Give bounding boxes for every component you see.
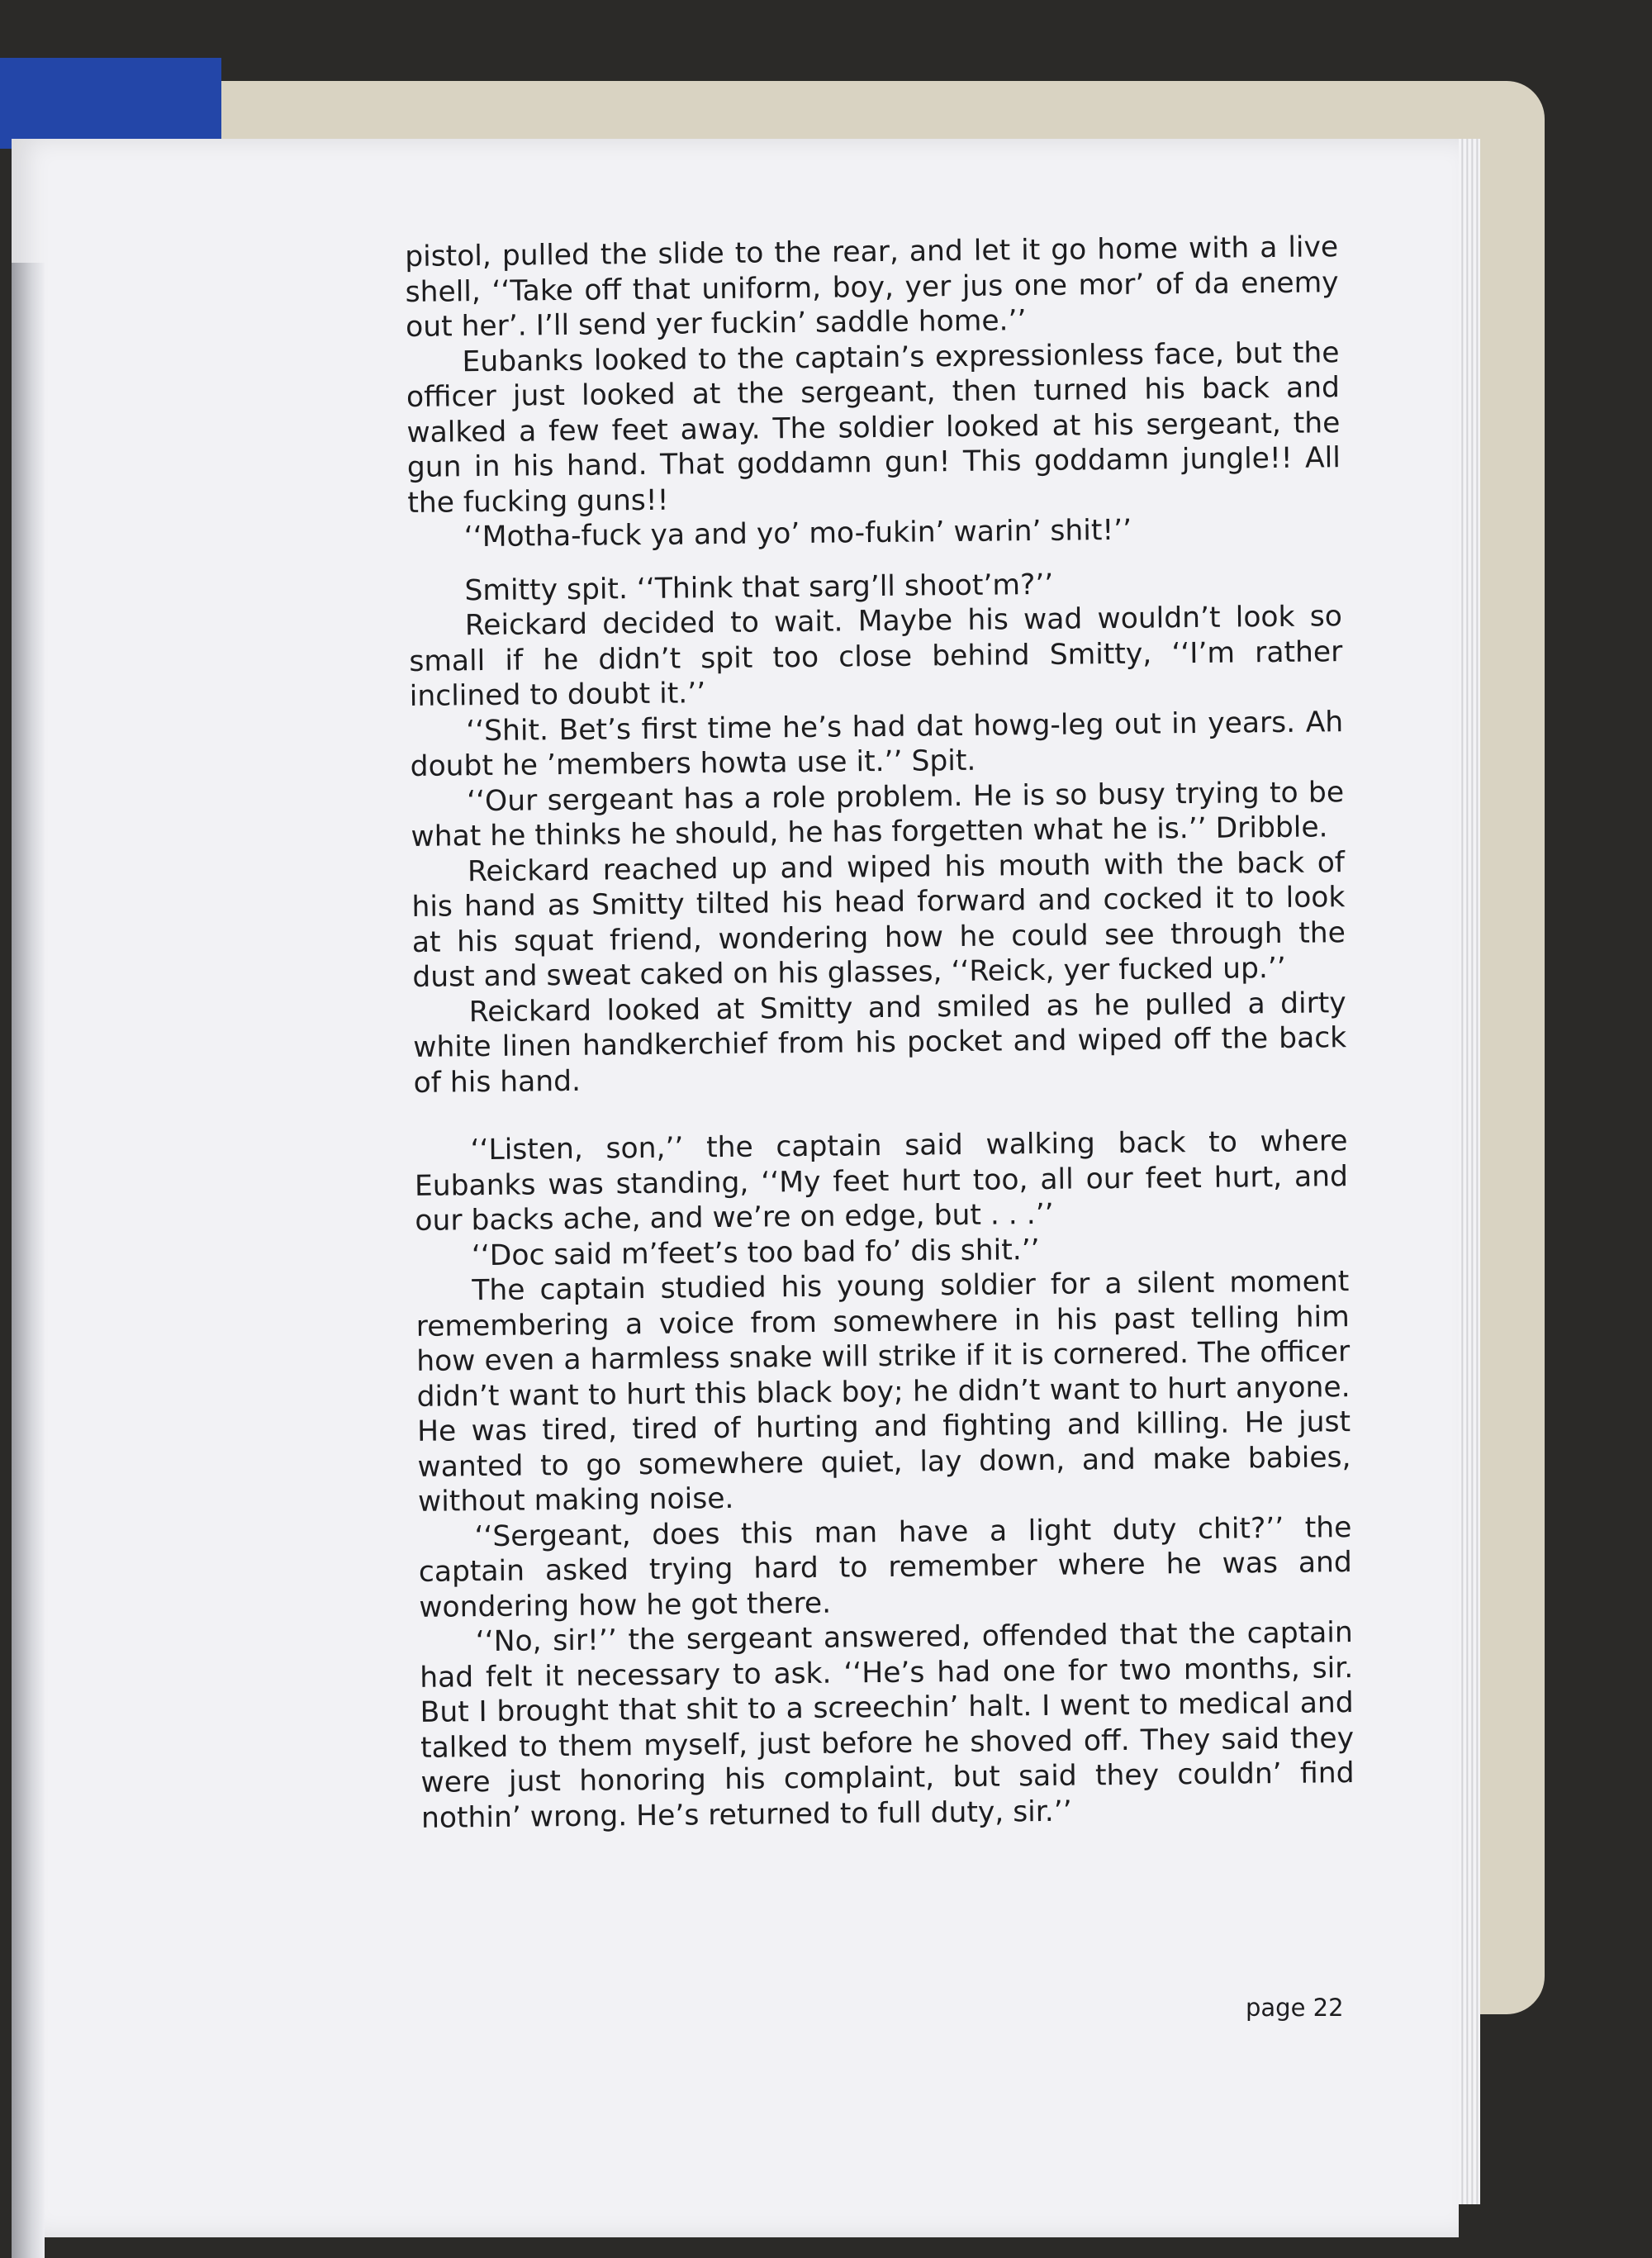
page-number: page 22: [1246, 1994, 1344, 2022]
paragraph: Reickard decided to wait. Maybe his wad wouldn’t look so small if he didn’t spit too close behind Smitty, ‘‘I’m rather inclined to doubt it.’’: [409, 600, 1343, 713]
paragraph: The captain studied his young soldier for a silent moment remembering a voice from somewhere in his past telling him how even a harmless snake will strike if it is cornered. The officer didn’t want to hurt this black boy; he didn’t want to hurt anyone. He was tired, tired of hurting and fighting and killing. He just wanted to go somewhere quiet, lay down, and make babies, without making noise.: [415, 1265, 1351, 1519]
paragraph: Smitty spit. ‘‘Think that sarg’ll shoot’m?’’: [464, 568, 1054, 607]
paragraph: Reickard looked at Smitty and smiled as he pulled a dirty white linen handkerchief from his pocket and wiped off the back of his hand.: [413, 986, 1347, 1100]
paragraph: Reickard reached up and wiped his mouth with the back of his hand as Smitty tilted his head forward and cocked it to look at his squat friend, wondering how he could see through the dust and sweat caked on his glasses, ‘‘Reick, yer fucked up.’’: [411, 845, 1346, 994]
paragraph: ‘‘Doc said m’feet’s too bad fo’ dis shit.’’: [471, 1233, 1040, 1272]
paragraph: ‘‘Shit. Bet’s first time he’s had dat howg-leg out in years. Ah doubt he ’members howta use it.’’ Spit.: [410, 705, 1344, 783]
paragraph: pistol, pulled the slide to the rear, and let it go home with a live shell, ‘‘Take off that uniform, boy, yer jus one mor’ of da enemy out her’. I’ll send yer fuckin’ saddle home.’’: [405, 231, 1339, 344]
paragraph: ‘‘Our sergeant has a role problem. He is so busy trying to be what he thinks he should, he has forgetten what he is.’’ Dribble.: [411, 775, 1345, 853]
paragraph: ‘‘Motha-fuck ya and yo’ mo-fukin’ warin’ shit!’’: [463, 513, 1132, 554]
page-text: [405, 230, 1356, 1999]
paragraph: ‘‘Sergeant, does this man have a light duty chit?’’ the captain asked trying hard to remember where he was and wondering how he got there.: [418, 1510, 1353, 1624]
spine-shadow: [12, 263, 45, 2258]
paragraph: Eubanks looked to the captain’s expressionless face, but the officer just looked at the sergeant, then turned his back and walked a few feet away. The soldier looked at his sergeant, the gun in his hand. That goddamn gun! This goddamn jungle!! All the fucking guns!!: [406, 335, 1341, 520]
paragraph: ‘‘Listen, son,’’ the captain said walking back to where Eubanks was standing, ‘‘My feet hurt too, all our feet hurt, and our backs ache, and we’re on edge, but . . .’’: [414, 1124, 1349, 1238]
paragraph: ‘‘No, sir!’’ the sergeant answered, offended that the captain had felt it necessary to ask. ‘‘He’s had one for two months, sir. But I brought that shit to a screechin’ halt. I went to medical and talked to them myself, just before he shoved off. They said they were just honoring his complaint, but said they couldn’ find nothin’ wrong. He’s returned to full duty, sir.’’: [420, 1616, 1355, 1835]
blue-tab: [0, 58, 221, 149]
